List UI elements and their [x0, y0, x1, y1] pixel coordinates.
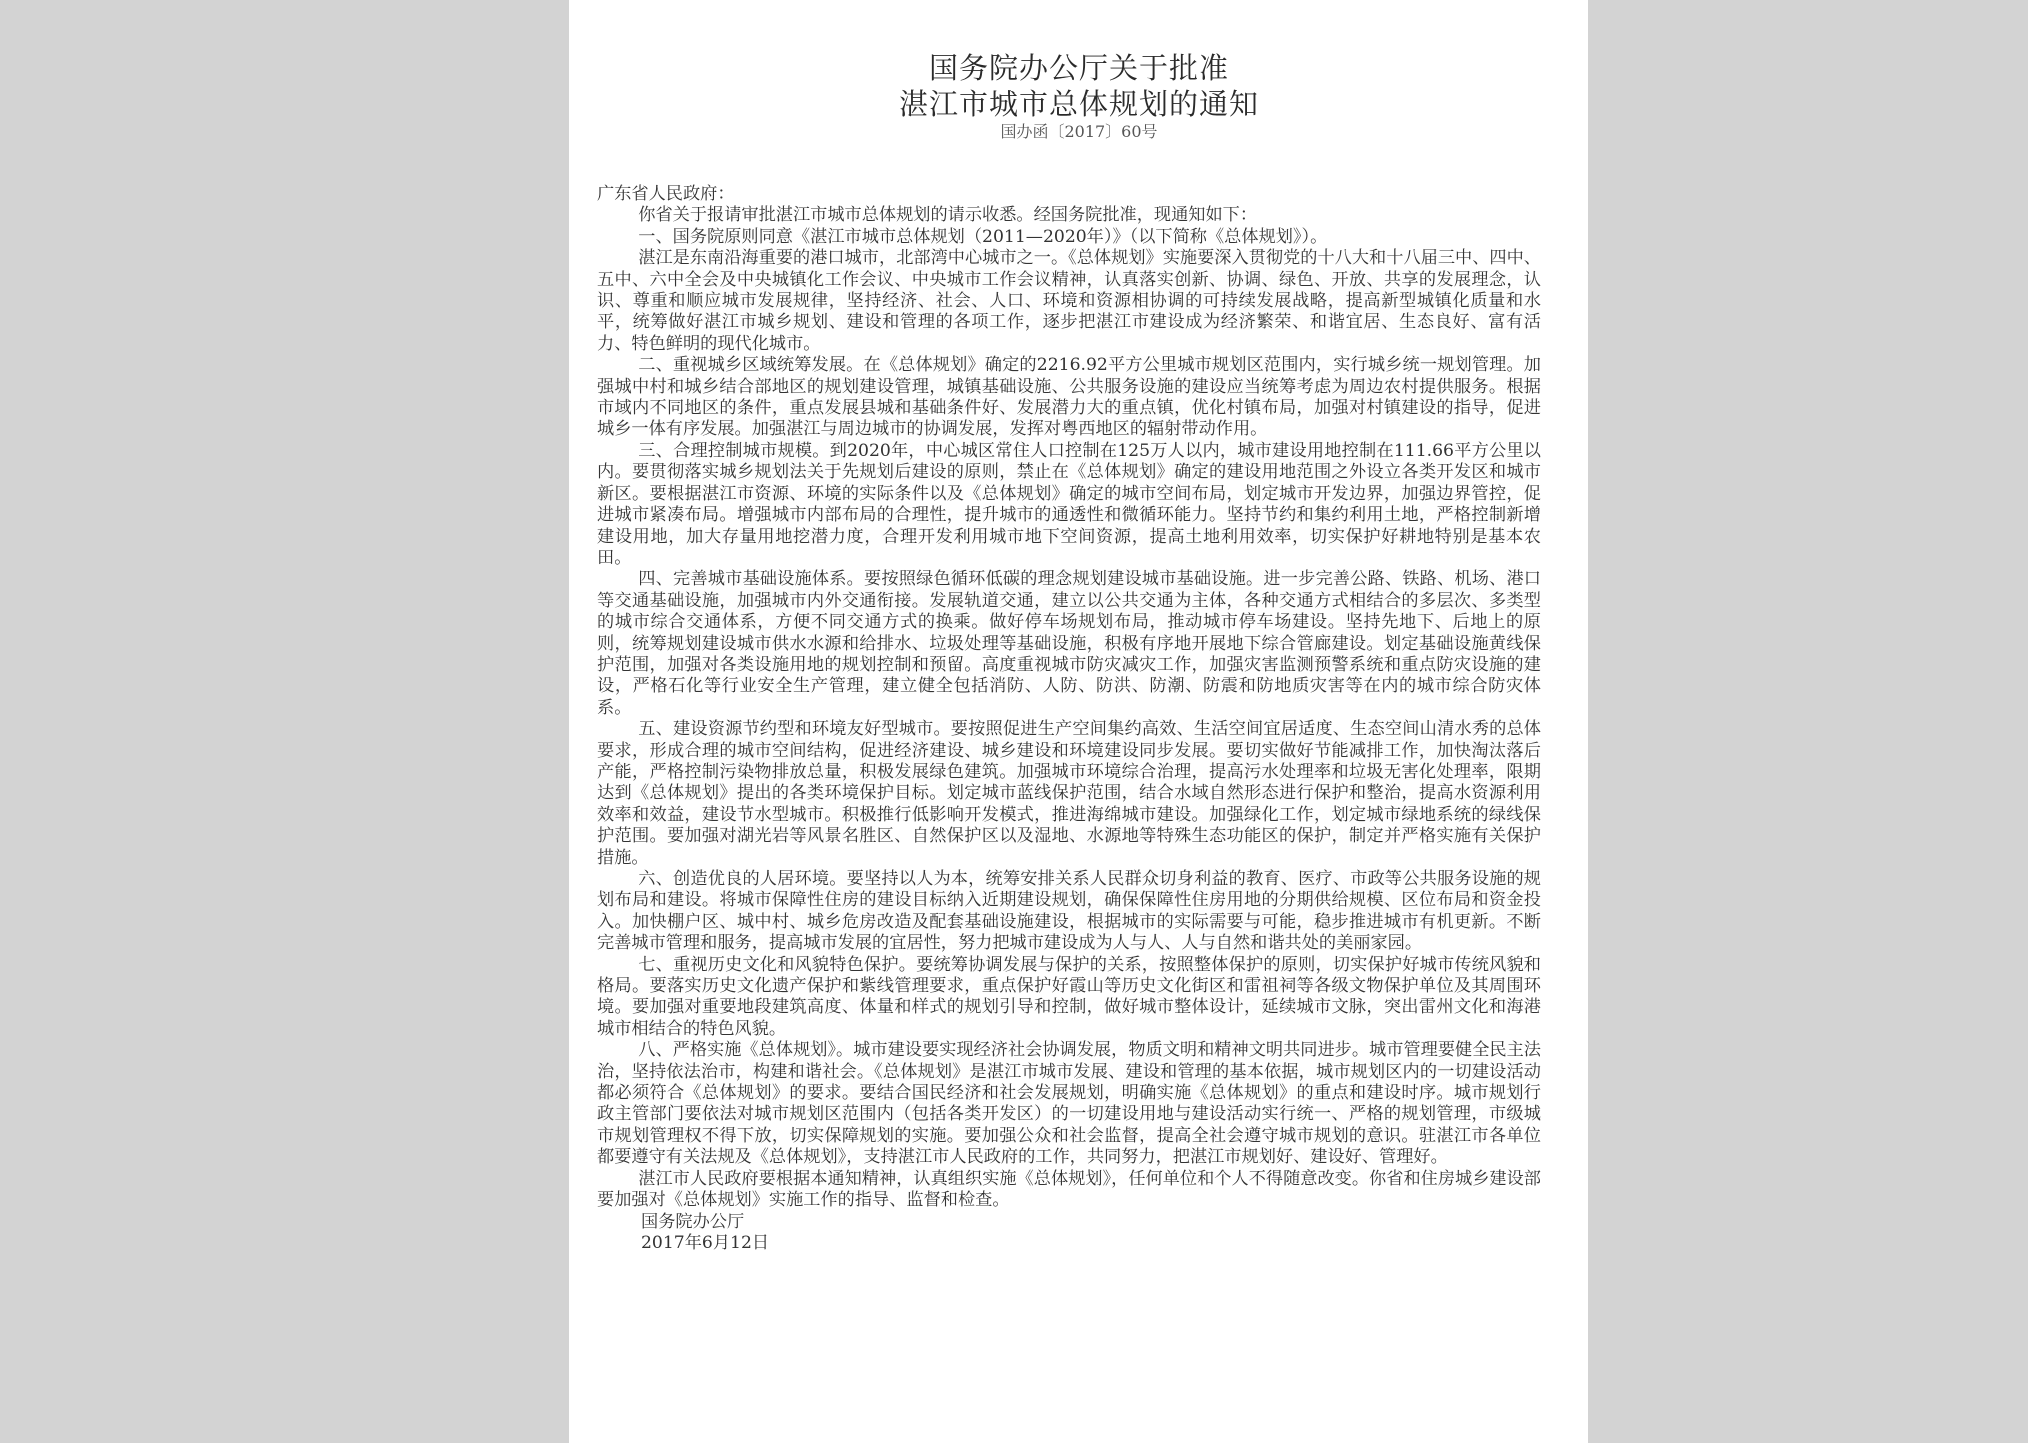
paragraph: 四、完善城市基础设施体系。要按照绿色循环低碳的理念规划建设城市基础设施。进一步完善公路、铁路、机场、港口等交通基础设施，加强城市内外交通衔接。发展轨道交通，建立以公共交通为主体，各种交通方式相结合的多层次、多类型的城市综合交通体系，方便不同交通方式的换乘。做好停车场规划布局，推动城市停车场建设。坚持先地下、后地上的原则，统筹规划建设城市供水水源和给排水、垃圾处理等基础设施，积极有序地开展地下综合管廊建设。划定基础设施黄线保护范围，加强对各类设施用地的规划控制和预留。高度重视城市防灾减灾工作，加强灾害监测预警系统和重点防灾设施的建设，严格石化等行业安全生产管理，建立健全包括消防、人防、防洪、防潮、防震和防地质灾害等在内的城市综合防灾体系。	[597, 569, 1541, 718]
paragraph: 湛江市人民政府要根据本通知精神，认真组织实施《总体规划》，任何单位和个人不得随意改变。你省和住房城乡建设部要加强对《总体规划》实施工作的指导、监督和检查。	[597, 1168, 1541, 1211]
signature-date: 2017年6月12日	[641, 1232, 770, 1253]
paragraph: 你省关于报请审批湛江市城市总体规划的请示收悉。经国务院批准，现通知如下：	[638, 205, 1258, 226]
paragraph: 二、重视城乡区域统筹发展。在《总体规划》确定的2216.92平方公里城市规划区范围内，实行城乡统一规划管理。加强城中村和城乡结合部地区的规划建设管理，城镇基础设施、公共服务设施的建设应当统筹考虑为周边农村提供服务。根据市域内不同地区的条件，重点发展县城和基础条件好、发展潜力大的重点镇，优化村镇布局，加强对村镇建设的指导，促进城乡一体有序发展。加强湛江与周边城市的协调发展，发挥对粤西地区的辐射带动作用。	[597, 355, 1541, 440]
paragraph: 三、合理控制城市规模。到2020年，中心城区常住人口控制在125万人以内，城市建设用地控制在111.66平方公里以内。要贯彻落实城乡规划法关于先规划后建设的原则，禁止在《总体规划》确定的建设用地范围之外设立各类开发区和城市新区。要根据湛江市资源、环境的实际条件以及《总体规划》确定的城市空间布局，划定城市开发边界，加强边界管控，促进城市紧凑布局。增强城市内部布局的合理性，提升城市的通透性和微循环能力。坚持节约和集约利用土地，严格控制新增建设用地，加大存量用地挖潜力度，合理开发利用城市地下空间资源，提高土地利用效率，切实保护好耕地特别是基本农田。	[597, 440, 1541, 568]
paragraph: 五、建设资源节约型和环境友好型城市。要按照促进生产空间集约高效、生活空间宜居适度、生态空间山清水秀的总体要求，形成合理的城市空间结构，促进经济建设、城乡建设和环境建设同步发展。要切实做好节能减排工作，加快淘汰落后产能，严格控制污染物排放总量，积极发展绿色建筑。加强城市环境综合治理，提高污水处理率和垃圾无害化处理率，限期达到《总体规划》提出的各类环境保护目标。划定城市蓝线保护范围，结合水域自然形态进行保护和整治，提高水资源利用效率和效益，建设节水型城市。积极推行低影响开发模式，推进海绵城市建设。加强绿化工作，划定城市绿地系统的绿线保护范围。要加强对湖光岩等风景名胜区、自然保护区以及湿地、水源地等特殊生态功能区的保护，制定并严格实施有关保护措施。	[597, 719, 1541, 868]
paragraph: 一、国务院原则同意《湛江市城市总体规划（2011—2020年）》（以下简称《总体规划》）。	[638, 226, 1328, 247]
paragraph: 八、严格实施《总体规划》。城市建设要实现经济社会协调发展，物质文明和精神文明共同进步。城市管理要健全民主法治，坚持依法治市，构建和谐社会。《总体规划》是湛江市城市发展、建设和管理的基本依据，城市规划区内的一切建设活动都必须符合《总体规划》的要求。要结合国民经济和社会发展规划，明确实施《总体规划》的重点和建设时序。城市规划行政主管部门要依法对城市规划区范围内（包括各类开发区）的一切建设用地与建设活动实行统一、严格的规划管理，市级城市规划管理权不得下放，切实保障规划的实施。要加强公众和社会监督，提高全社会遵守城市规划的意识。驻湛江市各单位都要遵守有关法规及《总体规划》，支持湛江市人民政府的工作，共同努力，把湛江市规划好、建设好、管理好。	[597, 1040, 1541, 1168]
document-title-line-1: 国务院办公厅关于批准	[928, 51, 1229, 85]
signature-issuer: 国务院办公厅	[641, 1211, 745, 1232]
document-page	[569, 0, 1588, 1443]
paragraph: 六、创造优良的人居环境。要坚持以人为本，统筹安排关系人民群众切身利益的教育、医疗、市政等公共服务设施的规划布局和建设。将城市保障性住房的建设目标纳入近期建设规划，确保保障性住房用地的分期供给规模、区位布局和资金投入。加快棚户区、城中村、城乡危房改造及配套基础设施建设，根据城市的实际需要与可能，稳步推进城市有机更新。不断完善城市管理和服务，提高城市发展的宜居性，努力把城市建设成为人与人、人与自然和谐共处的美丽家园。	[597, 869, 1541, 954]
paragraph: 七、重视历史文化和风貌特色保护。要统筹协调发展与保护的关系，按照整体保护的原则，切实保护好城市传统风貌和格局。要落实历史文化遗产保护和紫线管理要求，重点保护好霞山等历史文化街区和雷祖祠等各级文物保护单位及其周围环境。要加强对重要地段建筑高度、体量和样式的规划引导和控制，做好城市整体设计，延续城市文脉，突出雷州文化和海港城市相结合的特色风貌。	[597, 954, 1541, 1039]
salutation: 广东省人民政府：	[597, 184, 735, 204]
document-body	[597, 184, 1541, 1254]
document-number: 国办函〔2017〕60号	[1000, 122, 1158, 141]
paragraph: 湛江是东南沿海重要的港口城市，北部湾中心城市之一。《总体规划》实施要深入贯彻党的十八大和十八届三中、四中、五中、六中全会及中央城镇化工作会议、中央城市工作会议精神，认真落实创新、协调、绿色、开放、共享的发展理念，认识、尊重和顺应城市发展规律，坚持经济、社会、人口、环境和资源相协调的可持续发展战略，提高新型城镇化质量和水平，统筹做好湛江市城乡规划、建设和管理的各项工作，逐步把湛江市建设成为经济繁荣、和谐宜居、生态良好、富有活力、特色鲜明的现代化城市。	[597, 248, 1541, 354]
title-block	[617, 50, 1541, 142]
document-title-line-2: 湛江市城市总体规划的通知	[898, 87, 1259, 121]
